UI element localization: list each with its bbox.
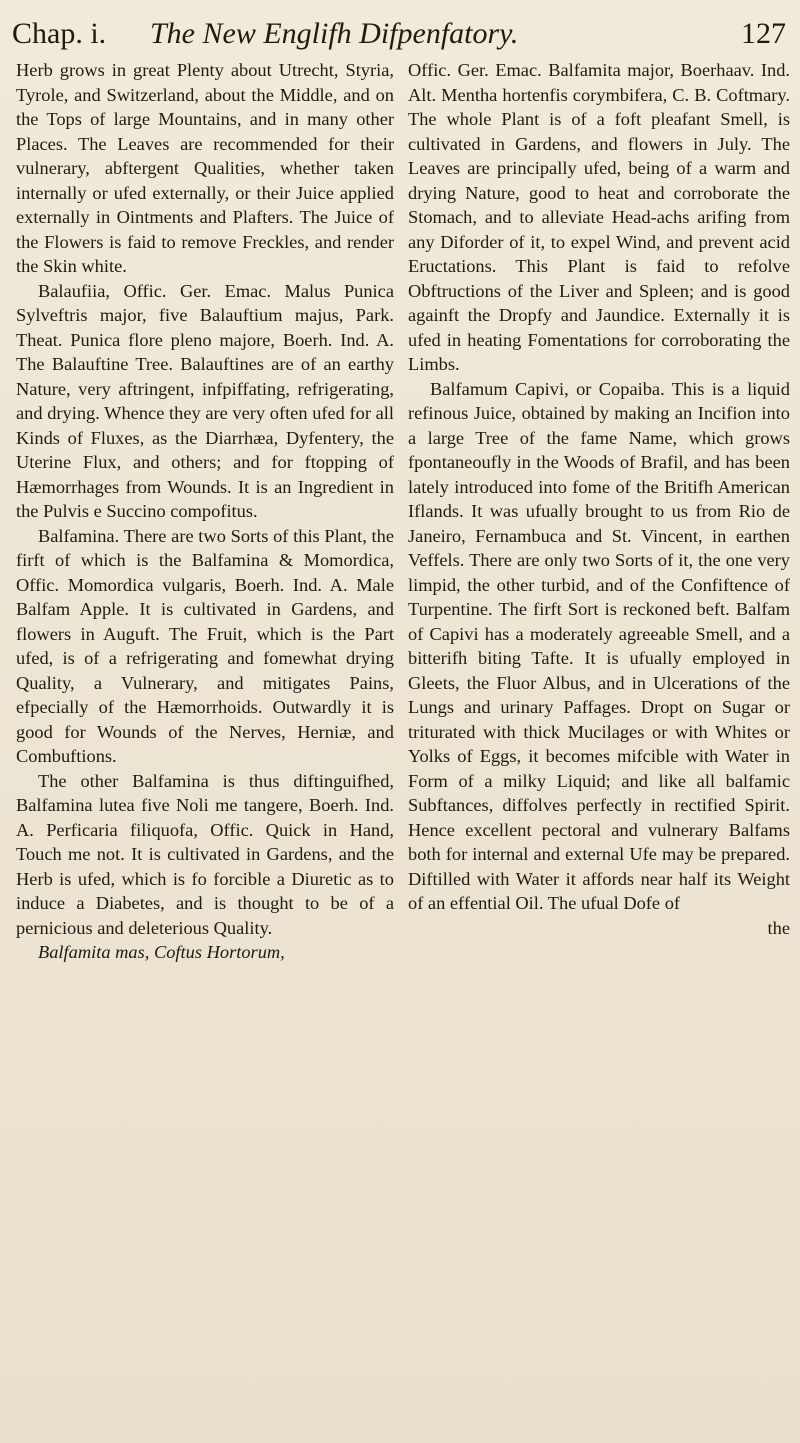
- running-title: The New Englifh Difpenfatory.: [150, 17, 519, 50]
- catchword: the: [767, 917, 790, 938]
- paragraph: The other Balfamina is thus diftinguifhed, Balfamina lutea five Noli me tangere, Boerh. Ind. A. Perficaria filiquofa, Offic. Quick in Hand, Touch me not. It is cultivated in Gardens, and the Herb is ufed, which is fo forcible a Diuretic as to induce a Diabetes, and is thought to be of a pernicious and deleterious Quality.: [16, 770, 394, 938]
- page-number: 127: [741, 17, 786, 50]
- paragraph: Offic. Ger. Emac. Balfamita major, Boerhaav. Ind. Alt. Mentha hortenfis corymbifera, C. B. Coftmary. The whole Plant is of a foft pleafant Smell, is cultivated in Gardens, and flowers in July. The Leaves are principally ufed, being of a warm and drying Nature, good to heat and corroborate the Stomach, and to alleviate Head-achs arifing from any Diforder of it, to expel Wind, and prevent acid Eructations. This Plant is faid to refolve Obftructions of the Liver and Spleen; and is good againft the Dropfy and Jaundice. Externally it is ufed in heating Fomentations for corroborating the Limbs.: [408, 60, 790, 374]
- paragraph: Balaufiia, Offic. Ger. Emac. Malus Punica Sylveftris major, five Balauftium majus, Park. Theat. Punica flore pleno majore, Boerh. Ind. A. The Balauftine Tree. Balauftines are of an earthy Nature, very aftringent, infpiffating, refrigerating, and drying. Whence they are very often ufed for all Kinds of Fluxes, as the Diarrhæa, Dyfentery, the Uterine Flux, and others; and for ftopping of Hæmorrhages from Wounds. It is an Ingredient in the Pulvis e Succino compofitus.: [16, 280, 394, 521]
- chapter-label: Chap. i.: [12, 17, 107, 50]
- paragraph: Herb grows in great Plenty about Utrecht, Styria, Tyrole, and Switzerland, about the Middle, and on the Tops of large Mountains, and in many other Places. The Leaves are recommended for their vulnerary, abftergent Qualities, whether taken internally or ufed externally, or their Juice applied externally in Ointments and Plafters. The Juice of the Flowers is faid to remove Freckles, and render the Skin white.: [16, 60, 394, 276]
- left-column: [16, 58, 394, 965]
- paragraph: Balfamina. There are two Sorts of this Plant, the firft of which is the Balfamina & Momordica, Offic. Momordica vulgaris, Boerh. Ind. A. Male Balfam Apple. It is cultivated in Gardens, and flowers in Auguft. The Fruit, which is the Part ufed, is of a refrigerating and fomewhat drying Quality, a Vulnerary, and mitigates Pains, efpecially of the Hæmorrhoids. Outwardly it is good for Wounds of the Nerves, Herniæ, and Combuftions.: [16, 525, 394, 766]
- paragraph: Balfamum Capivi, or Copaiba. This is a liquid refinous Juice, obtained by making an Incifion into a large Tree of the fame Name, which grows fpontaneoufly in the Woods of Brafil, and has been lately introduced into fome of the Britifh American Iflands. It was ufually brought to us from Rio de Janeiro, Fernambuca and St. Vincent, in earthen Veffels. There are only two Sorts of it, the one very limpid, the other turbid, and of the Confiftence of Turpentine. The firft Sort is reckoned beft. Balfam of Capivi has a moderately agreeable Smell, and a bitterifh biting Tafte. It is ufually employed in Gleets, the Fluor Albus, and in Ulcerations of the Lungs and urinary Paffages. Dropt on Sugar or triturated with thick Mucilages or with Whites or Yolks of Eggs, it becomes mifcible with Water in Form of a milky Liquid; and like all balfamic Subftances, diffolves perfectly in rectified Spirit. Hence excellent pectoral and vulnerary Balfams both for internal and external Ufe may be prepared. Diftilled with Water it affords near half its Weight of an effential Oil. The ufual Dofe of: [408, 378, 790, 913]
- running-head: [12, 14, 786, 54]
- right-column: [408, 58, 790, 940]
- paragraph: Balfamita mas, Coftus Hortorum,: [38, 942, 285, 962]
